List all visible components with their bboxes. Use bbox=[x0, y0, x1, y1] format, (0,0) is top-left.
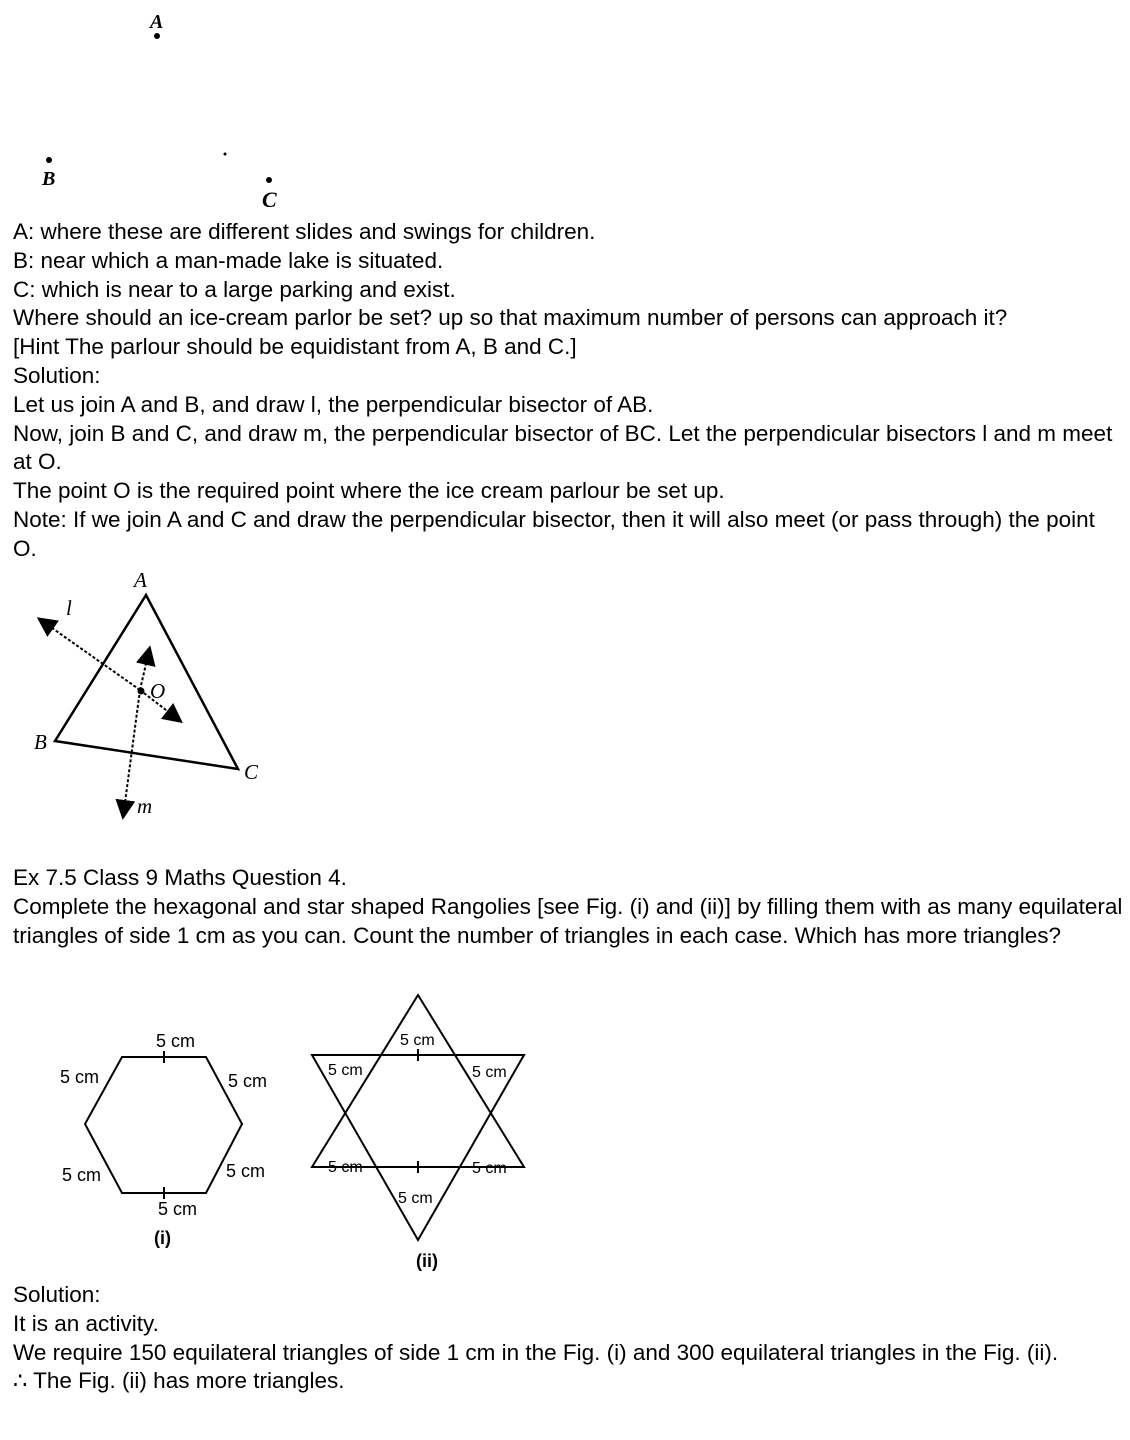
hint-line: [Hint The parlour should be equidistant from A, B and C.] bbox=[13, 334, 577, 360]
stray-dot bbox=[224, 153, 227, 156]
question-4-text bbox=[13, 864, 1125, 950]
solution-heading: Solution: bbox=[13, 362, 101, 388]
triangle-label-b: B bbox=[34, 730, 47, 754]
solution-conclusion: ∴ The Fig. (ii) has more triangles. bbox=[13, 1368, 345, 1394]
star-triangle-down bbox=[312, 1055, 524, 1240]
question-4-solution bbox=[13, 1281, 1125, 1396]
star-caption: (ii) bbox=[416, 1251, 438, 1271]
question-3-text bbox=[13, 218, 1123, 564]
points-figure bbox=[0, 0, 320, 215]
point-b-label: B bbox=[42, 168, 56, 190]
solution-count: We require 150 equilateral triangles of side 1 cm in the Fig. (i) and 300 equilateral triangles in the Fig. (ii). bbox=[13, 1339, 1059, 1365]
point-a-label: A bbox=[150, 11, 164, 33]
star-side-top: 5 cm bbox=[400, 1032, 435, 1049]
solution-step-3: The point O is the required point where the ice cream parlour be set up. bbox=[13, 478, 725, 504]
hex-side-lower-left: 5 cm bbox=[62, 1165, 102, 1185]
hex-side-lower-right: 5 cm bbox=[226, 1161, 266, 1181]
star-side-bottom: 5 cm bbox=[398, 1190, 433, 1207]
hex-side-bottom: 5 cm bbox=[158, 1199, 198, 1219]
location-b-line: B: near which a man-made lake is situated. bbox=[13, 247, 444, 273]
solution-activity: It is an activity. bbox=[13, 1310, 159, 1336]
star-side-lower-left: 5 cm bbox=[328, 1159, 363, 1176]
hex-side-upper-left: 5 cm bbox=[60, 1067, 100, 1087]
star-side-upper-right: 5 cm bbox=[472, 1064, 507, 1081]
triangle-label-o: O bbox=[150, 679, 166, 703]
hexagon-rangoli bbox=[85, 1057, 242, 1193]
hexagon-caption: (i) bbox=[154, 1228, 171, 1248]
location-a-line: A: where these are different slides and swings for children. bbox=[13, 219, 596, 244]
point-o bbox=[138, 688, 145, 695]
point-a bbox=[154, 33, 160, 39]
point-b bbox=[46, 157, 52, 163]
bisector-m-label: m bbox=[137, 794, 153, 818]
solution-heading: Solution: bbox=[13, 1282, 101, 1307]
point-c bbox=[266, 177, 272, 183]
solution-step-2: Now, join B and C, and draw m, the perpendicular bisector of BC. Let the perpendicular bisectors l and m meet at O. bbox=[13, 420, 1113, 475]
question-4-heading: Ex 7.5 Class 9 Maths Question 4. bbox=[13, 865, 347, 890]
bisector-l-label: l bbox=[66, 596, 72, 620]
question-4-body: Complete the hexagonal and star shaped Rangolies [see Fig. (i) and (ii)] by filling them with as many equilateral triangles of side 1 cm as you can. Count the number of triangles in each case. Which has more triangles? bbox=[13, 893, 1123, 948]
solution-step-1: Let us join A and B, and draw l, the perpendicular bisector of AB. bbox=[13, 391, 654, 417]
point-c-label: C bbox=[262, 187, 277, 212]
hex-side-upper-right: 5 cm bbox=[228, 1071, 268, 1091]
star-triangle-up bbox=[312, 995, 524, 1167]
star-side-lower-right: 5 cm bbox=[472, 1160, 507, 1177]
triangle-figure bbox=[0, 565, 300, 825]
bisector-m bbox=[124, 690, 140, 810]
location-c-line: C: which is near to a large parking and exist. bbox=[13, 276, 456, 302]
star-side-upper-left: 5 cm bbox=[328, 1062, 363, 1079]
triangle-label-a: A bbox=[134, 568, 147, 592]
hex-side-top: 5 cm bbox=[156, 1031, 196, 1051]
triangle-abc bbox=[55, 595, 238, 769]
rangoli-figure bbox=[0, 985, 580, 1285]
triangle-label-c: C bbox=[244, 760, 259, 784]
solution-note: Note: If we join A and C and draw the perpendicular bisector, then it will also meet (or pass through) the point O. bbox=[13, 506, 1095, 561]
question-line: Where should an ice-cream parlor be set? up so that maximum number of persons can approach it? bbox=[13, 305, 1008, 331]
bisector-m-ext bbox=[140, 655, 148, 690]
